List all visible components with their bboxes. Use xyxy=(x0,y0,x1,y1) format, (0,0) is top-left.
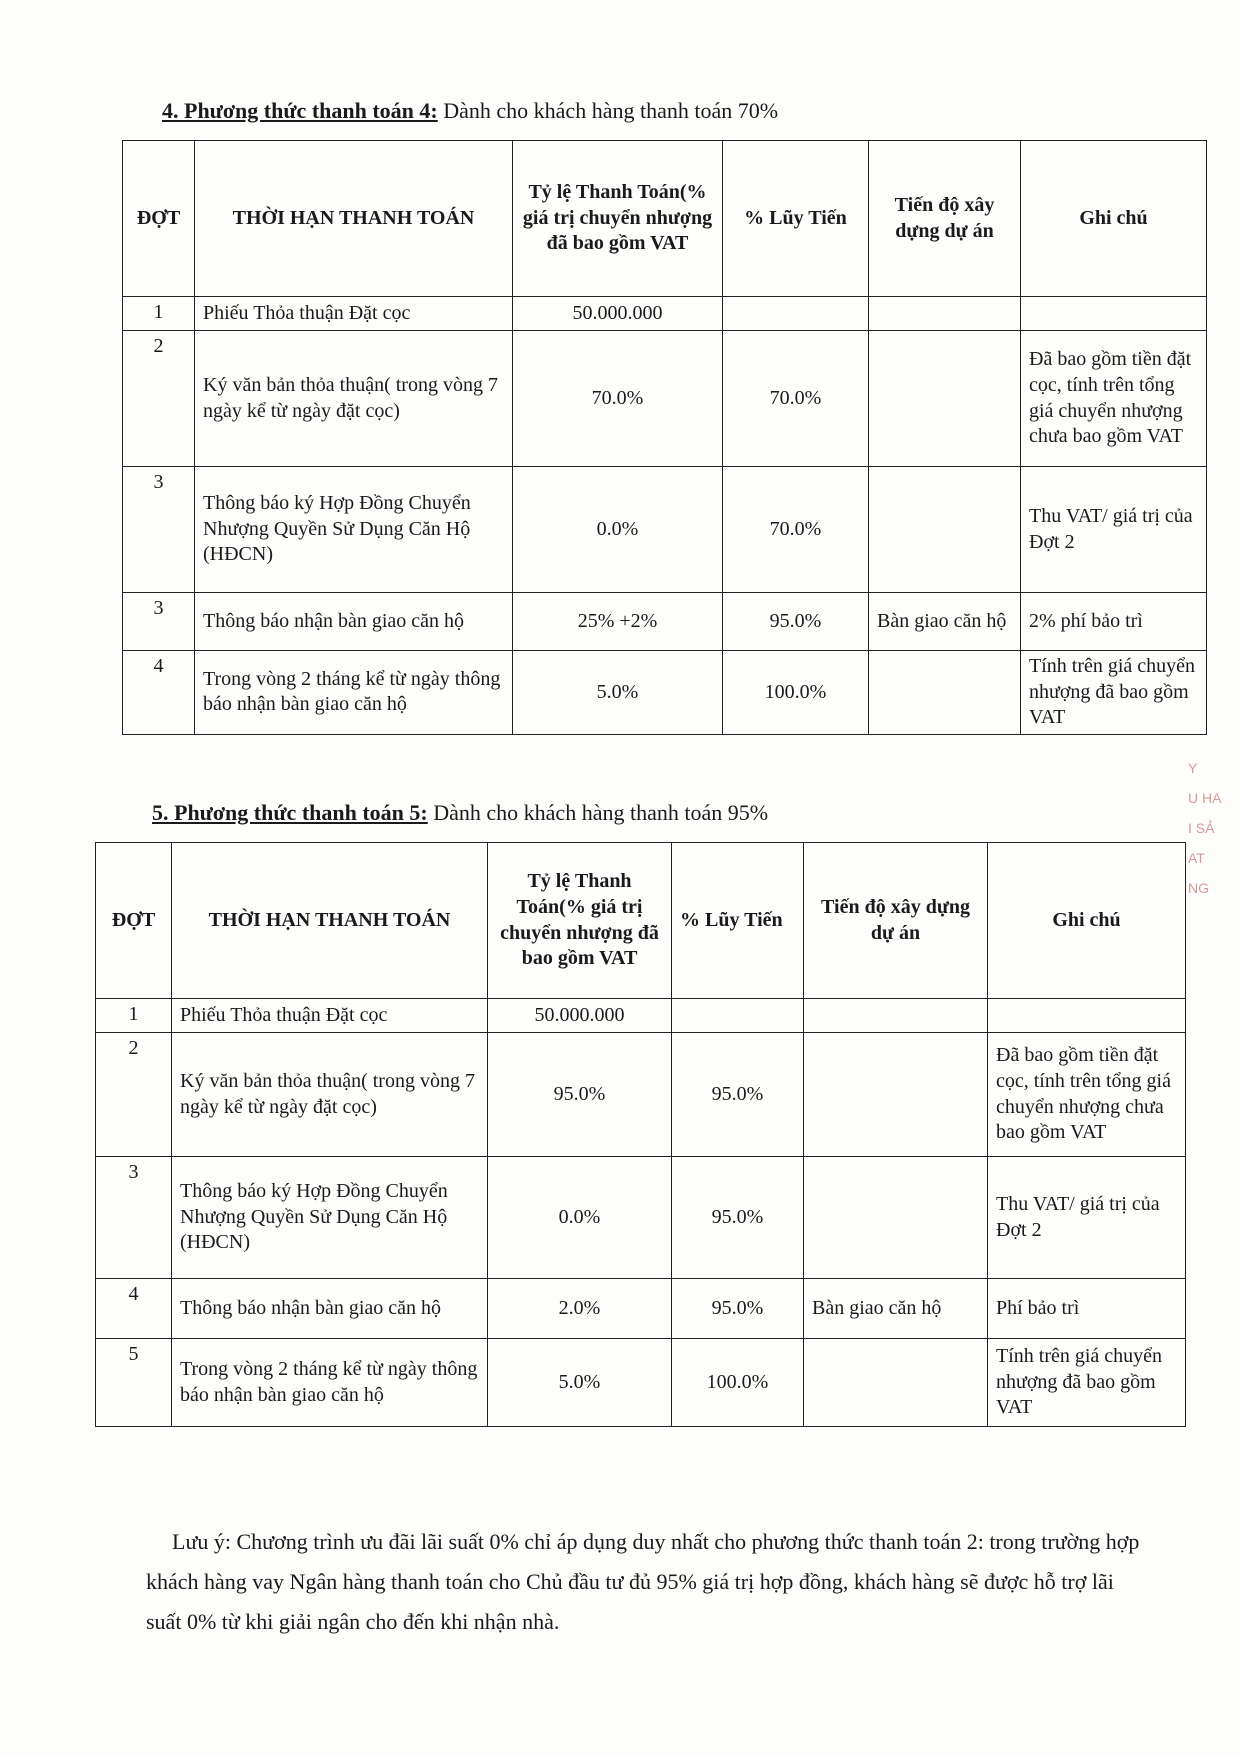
row-term: Thông báo nhận bàn giao căn hộ xyxy=(172,1279,488,1339)
row-rate: 5.0% xyxy=(513,651,723,735)
row-term: Thông báo ký Hợp Đồng Chuyển Nhượng Quyền Sử Dụng Căn Hộ (HĐCN) xyxy=(172,1157,488,1279)
stamp-fragment xyxy=(1188,760,1236,950)
table-5-header-row xyxy=(96,843,1186,999)
row-progress xyxy=(869,467,1021,593)
row-note: Thu VAT/ giá trị của Đợt 2 xyxy=(1021,467,1207,593)
row-progress: Bàn giao căn hộ xyxy=(869,593,1021,651)
row-dot: 4 xyxy=(96,1279,172,1339)
header-term: THỜI HẠN THANH TOÁN xyxy=(172,843,488,999)
stamp-text: AT xyxy=(1188,850,1205,866)
row-note: Thu VAT/ giá trị của Đợt 2 xyxy=(988,1157,1186,1279)
row-note xyxy=(988,999,1186,1033)
header-dot: ĐỢT xyxy=(123,141,195,297)
table-row xyxy=(96,1157,1186,1279)
row-rate: 70.0% xyxy=(513,331,723,467)
header-note: Ghi chú xyxy=(1021,141,1207,297)
row-progress xyxy=(804,1033,988,1157)
table-row xyxy=(123,331,1207,467)
header-note: Ghi chú xyxy=(988,843,1186,999)
row-rate: 0.0% xyxy=(513,467,723,593)
table-row xyxy=(123,651,1207,735)
table-row xyxy=(123,297,1207,331)
row-progress xyxy=(869,331,1021,467)
table-4-header-row xyxy=(123,141,1207,297)
table-row xyxy=(96,1279,1186,1339)
row-dot: 5 xyxy=(96,1339,172,1427)
row-rate: 95.0% xyxy=(488,1033,672,1157)
header-dot: ĐỢT xyxy=(96,843,172,999)
row-progress xyxy=(804,999,988,1033)
row-dot: 1 xyxy=(123,297,195,331)
row-rate: 25% +2% xyxy=(513,593,723,651)
row-progress xyxy=(804,1339,988,1427)
row-term: Phiếu Thỏa thuận Đặt cọc xyxy=(195,297,513,331)
table-row xyxy=(96,1033,1186,1157)
table-row xyxy=(96,999,1186,1033)
header-cumulative: % Lũy Tiến xyxy=(672,843,804,999)
row-progress xyxy=(804,1157,988,1279)
stamp-text: U HA xyxy=(1188,790,1222,806)
row-note: Tính trên giá chuyển nhượng đã bao gồm VAT xyxy=(1021,651,1207,735)
row-cumulative: 95.0% xyxy=(672,1033,804,1157)
note-paragraph: Lưu ý: Chương trình ưu đãi lãi suất 0% chỉ áp dụng duy nhất cho phương thức thanh toán 2: trong trường hợp khách hàng vay Ngân hàng thanh toán cho Chủ đầu tư đủ 95% giá trị hợp đồng, khách hàng sẽ được hỗ trợ lãi suất 0% từ khi giải ngân cho đến khi nhận nhà. xyxy=(146,1529,1140,1635)
stamp-text: Y xyxy=(1188,760,1198,776)
table-row xyxy=(96,1339,1186,1427)
row-dot: 4 xyxy=(123,651,195,735)
row-term: Ký văn bản thỏa thuận( trong vòng 7 ngày kể từ ngày đặt cọc) xyxy=(172,1033,488,1157)
row-cumulative: 100.0% xyxy=(723,651,869,735)
row-note xyxy=(1021,297,1207,331)
row-dot: 2 xyxy=(96,1033,172,1157)
header-rate: Tỷ lệ Thanh Toán(% giá trị chuyển nhượng đã bao gồm VAT xyxy=(488,843,672,999)
row-rate: 2.0% xyxy=(488,1279,672,1339)
row-term: Phiếu Thỏa thuận Đặt cọc xyxy=(172,999,488,1033)
row-rate: 50.000.000 xyxy=(513,297,723,331)
row-note: 2% phí bảo trì xyxy=(1021,593,1207,651)
section-5-desc: Dành cho khách hàng thanh toán 95% xyxy=(427,800,769,825)
row-term: Ký văn bản thỏa thuận( trong vòng 7 ngày kể từ ngày đặt cọc) xyxy=(195,331,513,467)
header-cumulative: % Lũy Tiến xyxy=(723,141,869,297)
row-dot: 1 xyxy=(96,999,172,1033)
payment-table-5 xyxy=(95,842,1186,1427)
row-cumulative xyxy=(672,999,804,1033)
section-5-label: 5. Phương thức thanh toán 5: xyxy=(152,800,428,825)
payment-table-4 xyxy=(122,140,1207,735)
stamp-text: I SẢ xyxy=(1188,820,1215,836)
row-note: Phí bảo trì xyxy=(988,1279,1186,1339)
row-cumulative: 100.0% xyxy=(672,1339,804,1427)
row-cumulative: 70.0% xyxy=(723,467,869,593)
row-note: Tính trên giá chuyển nhượng đã bao gồm VAT xyxy=(988,1339,1186,1427)
row-note: Đã bao gồm tiền đặt cọc, tính trên tổng giá chuyển nhượng chưa bao gồm VAT xyxy=(988,1033,1186,1157)
row-cumulative: 95.0% xyxy=(672,1279,804,1339)
row-cumulative xyxy=(723,297,869,331)
row-term: Thông báo ký Hợp Đồng Chuyển Nhượng Quyền Sử Dụng Căn Hộ (HĐCN) xyxy=(195,467,513,593)
table-row xyxy=(123,467,1207,593)
header-progress: Tiến độ xây dựng dự án xyxy=(869,141,1021,297)
row-rate: 0.0% xyxy=(488,1157,672,1279)
section-4-desc: Dành cho khách hàng thanh toán 70% xyxy=(437,98,779,123)
table-row xyxy=(123,593,1207,651)
header-progress: Tiến độ xây dựng dự án xyxy=(804,843,988,999)
row-progress: Bàn giao căn hộ xyxy=(804,1279,988,1339)
row-rate: 50.000.000 xyxy=(488,999,672,1033)
row-progress xyxy=(869,651,1021,735)
row-term: Thông báo nhận bàn giao căn hộ xyxy=(195,593,513,651)
section-5-title xyxy=(152,800,768,826)
row-term: Trong vòng 2 tháng kể từ ngày thông báo nhận bàn giao căn hộ xyxy=(195,651,513,735)
row-note: Đã bao gồm tiền đặt cọc, tính trên tổng giá chuyển nhượng chưa bao gồm VAT xyxy=(1021,331,1207,467)
row-dot: 2 xyxy=(123,331,195,467)
row-dot: 3 xyxy=(123,593,195,651)
row-cumulative: 95.0% xyxy=(672,1157,804,1279)
header-term: THỜI HẠN THANH TOÁN xyxy=(195,141,513,297)
row-dot: 3 xyxy=(96,1157,172,1279)
row-rate: 5.0% xyxy=(488,1339,672,1427)
row-term: Trong vòng 2 tháng kể từ ngày thông báo nhận bàn giao căn hộ xyxy=(172,1339,488,1427)
section-4-label: 4. Phương thức thanh toán 4: xyxy=(162,98,438,123)
row-cumulative: 95.0% xyxy=(723,593,869,651)
header-rate: Tỷ lệ Thanh Toán(% giá trị chuyển nhượng đã bao gồm VAT xyxy=(513,141,723,297)
stamp-text: NG xyxy=(1188,880,1209,896)
row-dot: 3 xyxy=(123,467,195,593)
row-progress xyxy=(869,297,1021,331)
section-4-title xyxy=(162,98,778,124)
row-cumulative: 70.0% xyxy=(723,331,869,467)
